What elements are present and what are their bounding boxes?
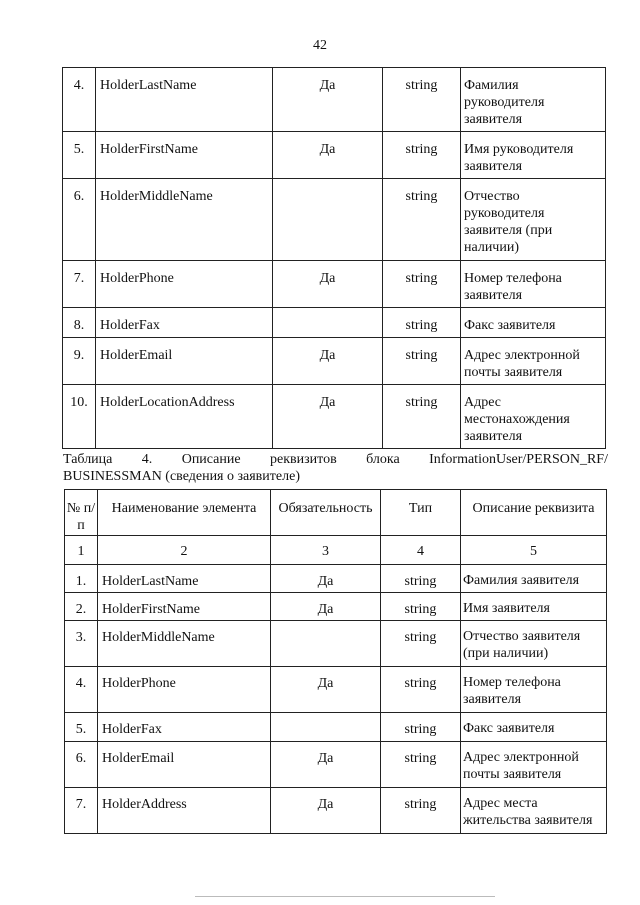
required-flag [273, 308, 383, 338]
header-required: Обязательность [271, 490, 381, 536]
table-row [65, 621, 607, 667]
element-description: Номер телефона заявителя [461, 261, 606, 308]
row-number: 4. [65, 667, 98, 713]
caption-first-line [63, 451, 608, 468]
element-name: HolderLocationAddress [96, 385, 273, 449]
element-type: string [383, 385, 461, 449]
row-number: 8. [63, 308, 96, 338]
element-type: string [381, 667, 461, 713]
element-description: Имя руководителя заявителя [461, 132, 606, 179]
element-type: string [381, 565, 461, 593]
element-name: HolderAddress [98, 788, 271, 834]
table-row [63, 132, 606, 179]
element-type: string [383, 261, 461, 308]
person-rf-businessman-table [64, 489, 607, 834]
row-number: 4. [63, 68, 96, 132]
column-number: 4 [381, 536, 461, 565]
row-number: 6. [63, 179, 96, 261]
row-number: 7. [65, 788, 98, 834]
element-name: HolderPhone [96, 261, 273, 308]
element-description: Адрес места жительства заявителя [461, 788, 607, 834]
element-name: HolderFax [96, 308, 273, 338]
element-type: string [383, 179, 461, 261]
holder-table-continued [62, 67, 606, 449]
required-flag [271, 713, 381, 742]
caption-word: InformationUser/PERSON_RF/ [429, 452, 608, 467]
column-number: 2 [98, 536, 271, 565]
element-name: HolderLastName [96, 68, 273, 132]
column-number: 3 [271, 536, 381, 565]
element-type: string [381, 742, 461, 788]
row-number: 1. [65, 565, 98, 593]
table-row [63, 308, 606, 338]
scan-edge-divider [195, 896, 495, 897]
element-name: HolderMiddleName [96, 179, 273, 261]
row-number: 9. [63, 338, 96, 385]
required-flag: Да [271, 593, 381, 621]
required-flag: Да [271, 565, 381, 593]
caption-word: блока [366, 452, 400, 467]
row-number: 7. [63, 261, 96, 308]
required-flag: Да [273, 132, 383, 179]
element-type: string [381, 621, 461, 667]
element-description: Имя заявителя [461, 593, 607, 621]
element-name: HolderFirstName [96, 132, 273, 179]
table-row [63, 179, 606, 261]
table-row [65, 593, 607, 621]
element-type: string [383, 338, 461, 385]
element-type: string [381, 788, 461, 834]
table-row [63, 338, 606, 385]
element-type: string [381, 713, 461, 742]
required-flag: Да [273, 385, 383, 449]
table-caption [63, 451, 608, 485]
row-number: 5. [65, 713, 98, 742]
row-number: 10. [63, 385, 96, 449]
page-number: 42 [313, 38, 327, 53]
required-flag: Да [273, 261, 383, 308]
table-row [65, 565, 607, 593]
row-number: 6. [65, 742, 98, 788]
required-flag [271, 621, 381, 667]
table-row [65, 788, 607, 834]
element-name: HolderFirstName [98, 593, 271, 621]
required-flag: Да [271, 667, 381, 713]
table-row [65, 667, 607, 713]
required-flag: Да [273, 338, 383, 385]
required-flag: Да [271, 742, 381, 788]
header-element-name: Наименование элемента [98, 490, 271, 536]
element-description: Фамилия заявителя [461, 565, 607, 593]
element-name: HolderFax [98, 713, 271, 742]
column-numbers-row [65, 536, 607, 565]
table-row [65, 742, 607, 788]
element-type: string [383, 132, 461, 179]
element-description: Факс заявителя [461, 308, 606, 338]
table-row [65, 713, 607, 742]
header-type: Тип [381, 490, 461, 536]
element-description: Адрес электронной почты заявителя [461, 338, 606, 385]
table-row [63, 261, 606, 308]
caption-word: Таблица [63, 452, 113, 467]
element-type: string [383, 308, 461, 338]
caption-word: реквизитов [270, 452, 337, 467]
header-description: Описание реквизита [461, 490, 607, 536]
column-number: 1 [65, 536, 98, 565]
element-name: HolderMiddleName [98, 621, 271, 667]
column-number: 5 [461, 536, 607, 565]
required-flag: Да [271, 788, 381, 834]
element-description: Номер телефона заявителя [461, 667, 607, 713]
element-name: HolderEmail [98, 742, 271, 788]
required-flag: Да [273, 68, 383, 132]
element-description: Отчество руководителя заявителя (при наличии) [461, 179, 606, 261]
element-type: string [383, 68, 461, 132]
element-description: Факс заявителя [461, 713, 607, 742]
caption-word: Описание [181, 452, 241, 467]
element-name: HolderEmail [96, 338, 273, 385]
element-type: string [381, 593, 461, 621]
row-number: 3. [65, 621, 98, 667]
element-description: Отчество заявителя (при наличии) [461, 621, 607, 667]
required-flag [273, 179, 383, 261]
table-row [63, 385, 606, 449]
element-name: HolderPhone [98, 667, 271, 713]
element-description: Адрес электронной почты заявителя [461, 742, 607, 788]
caption-second-line: BUSINESSMAN (сведения о заявителе) [63, 469, 300, 484]
caption-word: 4. [141, 452, 153, 467]
row-number: 2. [65, 593, 98, 621]
table-header-row [65, 490, 607, 536]
element-name: HolderLastName [98, 565, 271, 593]
header-number: № п/п [65, 490, 98, 536]
element-description: Адрес местонахождения заявителя [461, 385, 606, 449]
element-description: Фамилия руководителя заявителя [461, 68, 606, 132]
table-row [63, 68, 606, 132]
row-number: 5. [63, 132, 96, 179]
